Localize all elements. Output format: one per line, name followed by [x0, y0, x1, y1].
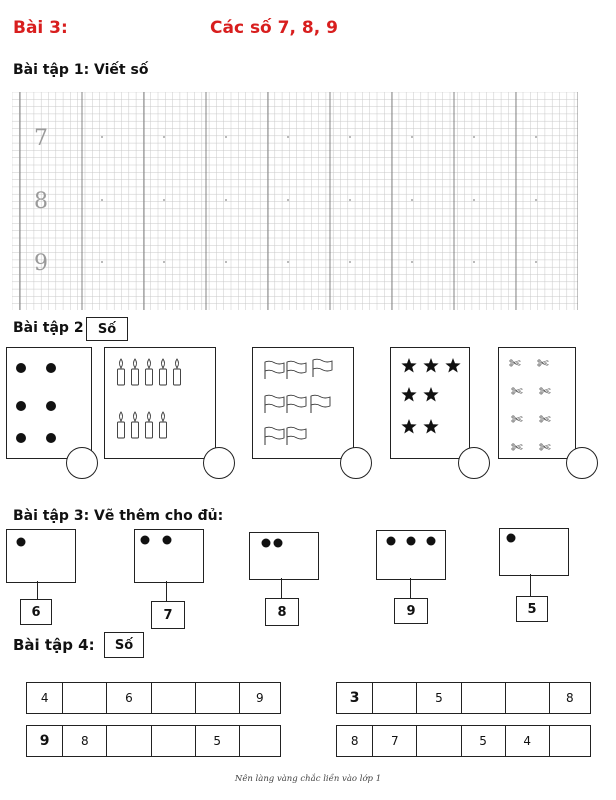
dot [274, 539, 283, 548]
scissors-icon: ✄ [511, 412, 523, 428]
dot [387, 537, 396, 546]
draw-box-5[interactable] [499, 528, 569, 576]
dot [46, 401, 56, 411]
scissors-icon: ✄ [511, 440, 523, 456]
dots-group [7, 530, 75, 582]
dot [262, 539, 271, 548]
blank-cell[interactable] [240, 726, 280, 756]
scissors-group [499, 348, 575, 458]
flag-icon [265, 361, 284, 379]
dot [46, 363, 56, 373]
trace-digit-9: 9 [34, 251, 48, 276]
answer-circle-1[interactable] [66, 447, 98, 479]
ex1-title: Bài tập 1: Viết số [13, 62, 149, 78]
blank-cell[interactable] [152, 683, 196, 713]
star-icon [401, 419, 416, 433]
ex2-title: Bài tập 2 [13, 320, 84, 336]
count-card-candles [104, 347, 216, 459]
draw-box-1[interactable] [6, 529, 76, 583]
answer-circle-2[interactable] [203, 447, 235, 479]
trace-digit-8: 8 [34, 189, 48, 214]
star-icon [423, 419, 438, 433]
connector [410, 578, 411, 598]
draw-box-4[interactable] [376, 530, 446, 580]
star-icon [445, 358, 460, 372]
dots-group [250, 533, 318, 579]
number-cell: 7 [373, 726, 417, 756]
flag-icon [311, 395, 330, 413]
scissors-icon: ✄ [539, 384, 551, 400]
dot [17, 538, 26, 547]
count-card-scissors [498, 347, 576, 459]
answer-circle-3[interactable] [340, 447, 372, 479]
candle-icon [118, 412, 125, 438]
number-cell: 8 [566, 691, 574, 705]
candles-group [105, 348, 215, 458]
number-cell: 3 [337, 683, 373, 713]
count-card-flags [252, 347, 354, 459]
flag-icon [287, 395, 306, 413]
scissors-icon: ✄ [511, 384, 523, 400]
draw-box-2[interactable] [134, 529, 204, 583]
answer-circle-5[interactable] [566, 447, 598, 479]
page-title: Các số 7, 8, 9 [210, 18, 338, 38]
blank-cell[interactable] [63, 683, 107, 713]
connector [530, 574, 531, 596]
candle-icon [132, 359, 139, 385]
scissors-icon: ✄ [537, 356, 549, 372]
handwriting-grid [12, 92, 578, 310]
sequence-row-2 [336, 682, 591, 714]
answer-circle-4[interactable] [458, 447, 490, 479]
target-number-5: 5 [516, 596, 548, 622]
footer-note: Nên làng vàng chắc liền vào lớp 1 [234, 774, 382, 784]
lesson-label: Bài 3: [13, 18, 68, 38]
draw-box-3[interactable] [249, 532, 319, 580]
dot [507, 534, 516, 543]
flags-group [253, 348, 353, 458]
count-card-stars [390, 347, 470, 459]
star-icon [401, 387, 416, 401]
stars-group [391, 348, 469, 458]
number-cell: 5 [196, 726, 240, 756]
dot [46, 433, 56, 443]
candle-icon [146, 359, 153, 385]
sequence-row-1 [26, 682, 281, 714]
connector [166, 581, 167, 601]
blank-cell[interactable] [196, 683, 240, 713]
star-icon [423, 358, 438, 372]
blank-cell[interactable] [373, 683, 417, 713]
trace-digit-7: 7 [34, 126, 48, 151]
dot [427, 537, 436, 546]
connector [37, 581, 38, 599]
dot [141, 536, 150, 545]
connector [281, 578, 282, 598]
candle-icon [160, 412, 167, 438]
number-cell: 9 [27, 726, 63, 756]
scissors-icon: ✄ [509, 356, 521, 372]
ex2-so-badge: Số [86, 317, 128, 341]
dot [16, 433, 26, 443]
dots-group [135, 530, 203, 582]
blank-cell[interactable] [152, 726, 196, 756]
flag-icon [265, 427, 284, 445]
star-icon [423, 387, 438, 401]
flag-icon [287, 427, 306, 445]
blank-cell[interactable] [417, 726, 461, 756]
blank-cell[interactable] [107, 726, 151, 756]
target-number-3: 8 [265, 598, 299, 626]
dot [407, 537, 416, 546]
dot [16, 363, 26, 373]
scissors-icon: ✄ [539, 412, 551, 428]
number-cell: 4 [27, 683, 63, 713]
candle-icon [118, 359, 125, 385]
target-number-2: 7 [151, 601, 185, 629]
number-cell: 5 [462, 726, 506, 756]
candle-icon [146, 412, 153, 438]
number-cell: 6 [107, 683, 151, 713]
blank-cell[interactable] [550, 726, 590, 756]
dot [163, 536, 172, 545]
number-cell: 4 [506, 726, 550, 756]
star-icon [401, 358, 416, 372]
target-number-4: 9 [394, 598, 428, 624]
flag-icon [287, 361, 306, 379]
blank-cell[interactable] [462, 683, 506, 713]
candle-icon [132, 412, 139, 438]
blank-cell[interactable] [506, 683, 550, 713]
count-card-dots [6, 347, 92, 459]
dots-group [500, 529, 568, 575]
sequence-row-4 [336, 725, 591, 757]
scissors-icon: ✄ [539, 440, 551, 456]
candle-icon [174, 359, 181, 385]
ex4-title: Bài tập 4: [13, 636, 95, 654]
number-cell: 5 [417, 683, 461, 713]
dot [16, 401, 26, 411]
ex3-title: Bài tập 3: Vẽ thêm cho đủ: [13, 508, 224, 524]
ex4-so-badge: Số [104, 632, 144, 658]
number-cell: 8 [63, 726, 107, 756]
number-cell: 8 [337, 726, 373, 756]
dots-group [377, 531, 445, 579]
number-cell: 9 [256, 691, 264, 705]
target-number-1: 6 [20, 599, 52, 625]
flag-icon [313, 359, 332, 377]
flag-icon [265, 395, 284, 413]
dots-group [7, 348, 91, 458]
candle-icon [160, 359, 167, 385]
sequence-row-3 [26, 725, 281, 757]
